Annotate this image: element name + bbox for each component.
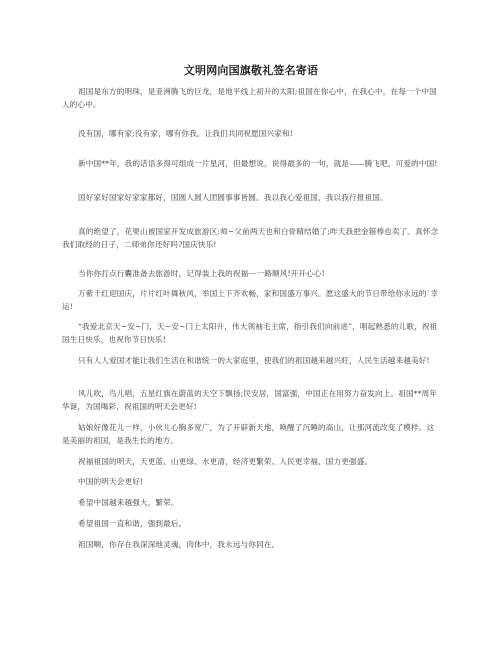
paragraph-5: 真的绝望了，花果山被国家开发成旅游区;师~父前两天也和白骨精结婚了;昨天我把金箍棒也卖了。真怀念我们取经的日子，二师弟你还好吗?国庆快乐!	[62, 227, 439, 249]
paragraph-16: 祖国啊，你存在我深深地灵魂，肉体中，我永远与你同在。	[78, 540, 280, 549]
paragraph-1: 祖国是东方的明珠，是亚洲腾飞的巨龙，是地平线上初升的太阳;祖国在你心中，在我心中，在每一个中国人的心中。	[62, 87, 437, 109]
paragraph-15: 希望祖国一直和谐，强到最后。	[78, 519, 187, 528]
paragraph-10: 风儿吹，鸟儿唱，五星红旗在蔚蓝的天空下飘扬;民安居，国富强，中国正在用努力奋发向上。祖国**周年华诞，为国喝彩，祝祖国的明天会更好!	[62, 389, 438, 411]
paragraph-14: 希望中国越来越强大，繁荣。	[78, 498, 179, 507]
document-title: 文明网向国旗敬礼签名寄语	[183, 64, 319, 77]
paragraph-11: 姑娘好像花儿一样，小伙儿心胸多宽广，为了开辟新天地，唤醒了沉睡的高山，让那河流改变了模样。这是美丽的祖国，是我生长的地方。	[62, 423, 435, 445]
paragraph-2: 没有国，哪有家;没有家，哪有你我。让我们共同祝愿国兴家和!	[78, 129, 293, 138]
paragraph-12: 祝福祖国的明天，天更蓝、山更绿、水更清，经济更繁荣、人民更幸福、国力更强盛。	[78, 457, 373, 466]
paragraph-13: 中国的明天会更好!	[78, 477, 144, 486]
paragraph-6: 当你你打点行囊准备去旅游时，记得装上我的祝福---一路顺风!开开心心!	[78, 269, 325, 278]
paragraph-7: 万紫千红迎国庆，片片红叶舞秋风，举国上下齐欢畅，家和国盛万事兴。愿这盛大的节日带给你永远的`幸运!	[62, 289, 439, 311]
paragraph-9: 只有人人爱国才能让我们生活在和谐统一的大家庭里，使我们的祖国越来越兴旺，人民生活越来越美好!	[78, 356, 430, 365]
paragraph-3: 新中国**年，我的话语多得可组成一片星河，但最想说、说得最多的一句，就是——腾飞吧，可爱的中国!	[78, 159, 438, 168]
paragraph-8: “我爱北京天~安~门，天~安~门上太阳升，伟大领袖毛主席，指引我们向前进”，唱起熟悉的儿歌，祝祖国生日快乐，也祝你节日快乐!	[62, 322, 438, 344]
paragraph-4: 国好家好国家好家家都好，国圆人圆人团圆事事皆圆。我以我心爱祖国，我以我行报祖国。	[78, 193, 388, 202]
